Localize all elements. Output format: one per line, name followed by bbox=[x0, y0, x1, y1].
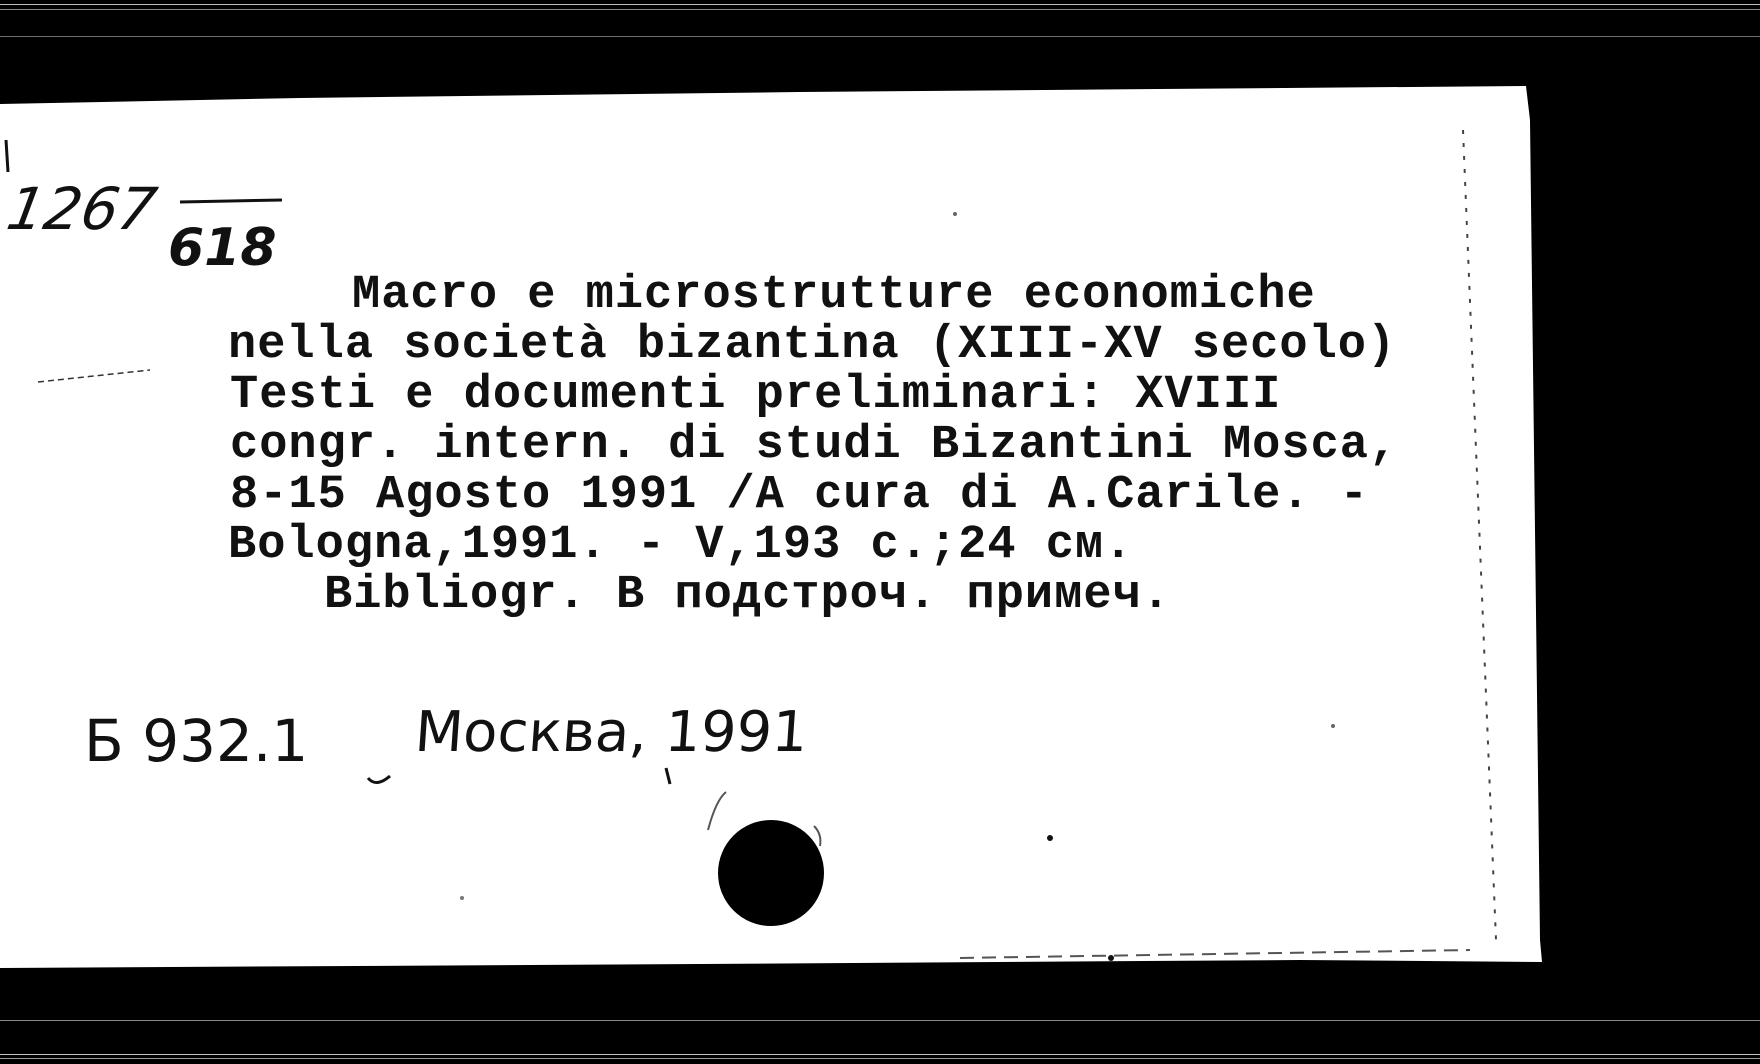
title-line-4: congr. intern. di studi Bizantini Mosca, bbox=[230, 419, 1399, 472]
call-number-sub: 618 bbox=[168, 218, 277, 278]
title-line-3: Testi e documenti preliminari: XVIII bbox=[230, 369, 1282, 422]
bibliography-note: Bibliogr. В подстроч. примеч. bbox=[324, 569, 1171, 622]
title-line-1: Macro e microstrutture economiche bbox=[352, 269, 1316, 322]
title-line-2: nella società bizantina (XIII-XV secolo) bbox=[228, 319, 1397, 372]
title-line-5: 8-15 Agosto 1991 /A cura di A.Carile. - bbox=[230, 469, 1369, 522]
call-number-rule bbox=[180, 200, 282, 202]
title-line-6: Bologna,1991. - V,193 c.;24 см. bbox=[228, 519, 1134, 572]
shelf-mark: Б 932.1 bbox=[84, 707, 309, 775]
shelf-note: Москва, 1991 bbox=[412, 700, 810, 765]
call-number-main: 1267 bbox=[2, 175, 162, 243]
punch-hole bbox=[718, 820, 824, 926]
left-edge-tick bbox=[6, 140, 8, 172]
